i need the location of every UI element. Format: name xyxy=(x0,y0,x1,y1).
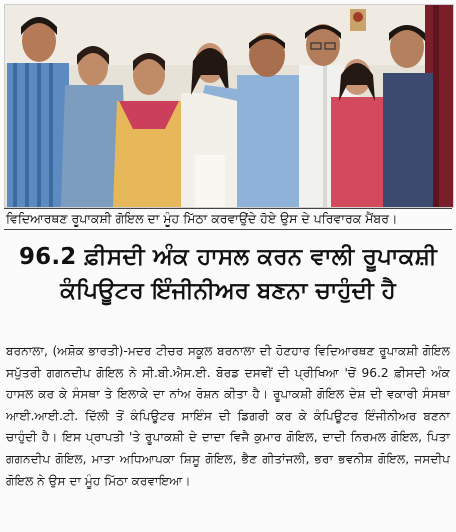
article-paragraph: ਬਰਨਾਲਾ, (ਅਸ਼ੋਕ ਭਾਰਤੀ)-ਮਦਰ ਟੀਚਰ ਸਕੂਲ ਬਰਨਾਲਾ ਦੀ ਹੋਣਹਾਰ ਵਿਦਿਆਰਥਣ ਰੂਪਾਕਸ਼ੀ ਗੋਇਲ ਸਪੁੱਤਰੀ ਗਗਨਦੀਪ ਗੋਇਲ ਨੇ ਸੀ.ਬੀ.ਐਸ.ਈ. ਬੋਰਡ ਦਸਵੀਂ ਦੀ ਪ੍ਰੀਖਿਆ 'ਚੋਂ 96.2 ਫ਼ੀਸਦੀ ਅੰਕ ਹਾਸਲ ਕਰ ਕੇ ਸੰਸਥਾ ਤੇ ਇਲਾਕੇ ਦਾ ਨਾਂਅ ਰੋਸ਼ਨ ਕੀਤਾ ਹੈ। ਰੂਪਾਕਸ਼ੀ ਗੋਇਲ ਦੇਸ਼ ਦੀ ਵਕਾਰੀ ਸੰਸਥਾ ਆਈ.ਆਈ.ਟੀ. ਦਿੱਲੀ ਤੋਂ ਕੰਪਿਊਟਰ ਸਾਇੰਸ ਦੀ ਡਿਗਰੀ ਕਰ ਕੇ ਕੰਪਿਊਟਰ ਇੰਜੀਨੀਅਰ ਬਣਨਾ ਚਾਹੁੰਦੀ ਹੈ। ਇਸ ਪ੍ਰਾਪਤੀ 'ਤੇ ਰੂਪਾਕਸ਼ੀ ਦੇ ਦਾਦਾ ਵਿਜੈ ਕੁਮਾਰ ਗੋਇਲ, ਦਾਦੀ ਨਿਰਮਲ ਗੋਇਲ, ਪਿਤਾ ਗਗਨਦੀਪ ਗੋਇਲ, ਮਾਤਾ ਅਧਿਆਪਕਾ ਸ਼ਿਸੂ ਗੋਇਲ, ਭੈਣ ਗੀਤਾਂਜਲੀ, ਭਰਾ ਭਵਨੀਸ਼ ਗੋਇਲ, ਜਸਦੀਪ ਗੋਇਲ ਨੇ ਉਸ ਦਾ ਮੂੰਹ ਮਿੱਠਾ ਕਰਵਾਇਆ। xyxy=(6,344,450,488)
photo-caption: ਵਿਦਿਆਰਥਣ ਰੂਪਾਕਸ਼ੀ ਗੋਇਲ ਦਾ ਮੂੰਹ ਮਿੱਠਾ ਕਰਵਾਉਂਦੇ ਹੋਏ ਉਸ ਦੇ ਪਰਿਵਾਰਕ ਮੈਂਬਰ। xyxy=(4,208,452,230)
headline-line-2: ਕੰਪਿਊਟਰ ਇੰਜੀਨੀਅਰ ਬਣਨਾ ਚਾਹੁੰਦੀ ਹੈ xyxy=(60,278,396,304)
headline xyxy=(0,240,456,308)
group-photo xyxy=(4,4,454,208)
article-body xyxy=(6,341,450,492)
headline-line-1: 96.2 ਫ਼ੀਸਦੀ ਅੰਕ ਹਾਸਲ ਕਰਨ ਵਾਲੀ ਰੂਪਾਕਸ਼ੀ xyxy=(18,244,438,270)
